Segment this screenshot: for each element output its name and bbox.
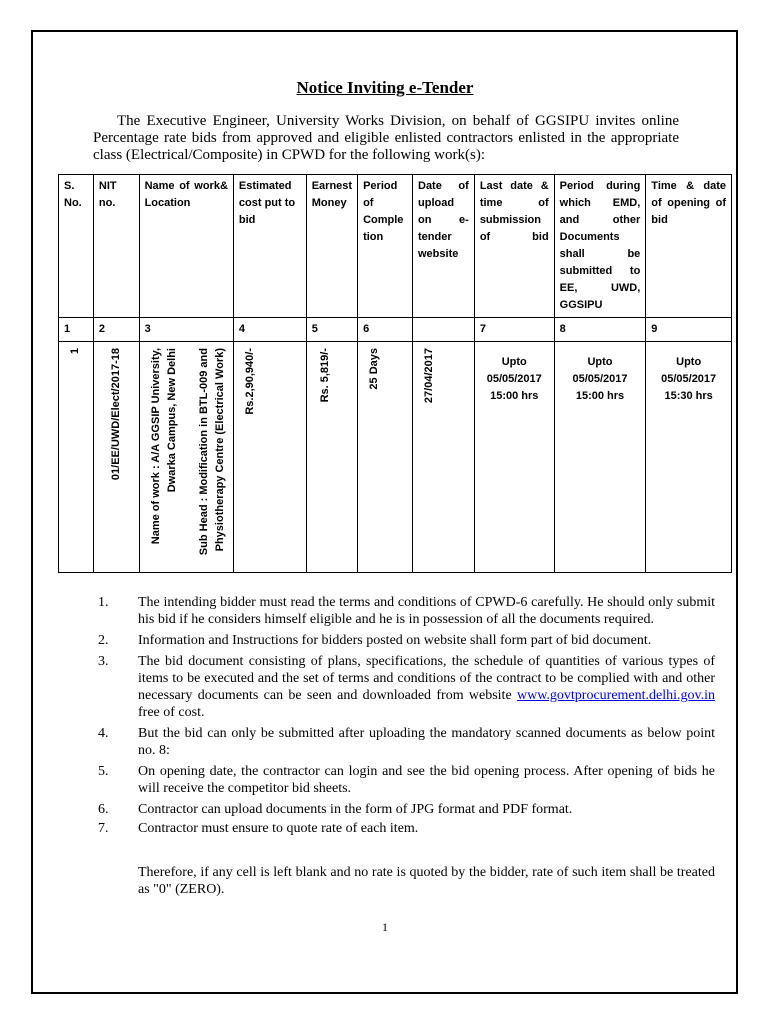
website-link[interactable]: www.govtprocurement.delhi.gov.in — [516, 688, 715, 703]
list-item — [93, 632, 715, 649]
cell-last-date — [474, 342, 554, 573]
list-item — [93, 820, 715, 837]
nit-value: 01/EE/UWD/Elect/2017-18 — [109, 348, 122, 481]
list-item — [93, 594, 715, 628]
col-number — [413, 318, 475, 342]
cell-cost — [233, 342, 306, 573]
item-text: On opening date, the contractor can login and see the bid opening process. After opening of bids he will receive the competitor bid sheets. — [138, 764, 715, 796]
item-number: 5. — [98, 764, 109, 779]
item-text: The intending bidder must read the terms and conditions of CPWD-6 carefully. He should only submit his bid if he considers himself eligible and he is in possession of all the documents required. — [138, 595, 715, 627]
col-number: 4 — [233, 318, 306, 342]
last-date-line: 05/05/2017 — [486, 373, 542, 385]
header-sno: S. No. — [59, 175, 94, 318]
header-emd-period: Period during which EMD, and other Documents shall be submitted to EE, UWD, GGSIPU — [554, 175, 646, 318]
col-number: 8 — [554, 318, 646, 342]
subhead-line-1: Sub Head : Modification in BTL-009 and — [197, 348, 210, 556]
list-item — [93, 725, 715, 759]
item-text: Contractor must ensure to quote rate of each item. — [138, 821, 419, 836]
list-item — [93, 763, 715, 797]
item-text: The bid document consisting of plans, specifications, the schedule of quantities of various types of items to be executed and the set of terms and conditions of the contract to be complied with and other necessary documents can be seen and downloaded from website — [138, 654, 715, 703]
page-title: Notice Inviting e-Tender — [296, 78, 474, 97]
tender-table — [58, 174, 732, 573]
cell-upload-date — [413, 342, 475, 573]
cell-sno — [59, 342, 94, 573]
cell-work — [139, 342, 233, 573]
cell-period — [358, 342, 413, 573]
header-nit: NIT no. — [93, 175, 139, 318]
conditions-list — [93, 594, 715, 841]
header-last-date: Last date & time of submission of bid — [474, 175, 554, 318]
cell-opening — [646, 342, 732, 573]
cell-nit — [93, 342, 139, 573]
item-text: Information and Instructions for bidders posted on website shall form part of bid document. — [138, 633, 652, 648]
work-line-1: Name of work : A/A GGSIP University, — [149, 348, 162, 545]
table-number-row — [59, 318, 732, 342]
header-work: Name of work& Location — [139, 175, 233, 318]
opening-line: Upto — [676, 356, 702, 368]
header-cost: Estimated cost put to bid — [233, 175, 306, 318]
last-date-line: 15:00 hrs — [490, 390, 539, 402]
upload-date-value: 27/04/2017 — [423, 348, 435, 404]
col-number: 1 — [59, 318, 94, 342]
emd-period-line: Upto — [587, 356, 613, 368]
header-upload-date: Date of upload on e-tender website — [413, 175, 475, 318]
work-line-2: Dwarka Campus, New Delhi — [165, 348, 178, 493]
subhead-line-2: Physiotherapy Centre (Electrical Work) — [213, 348, 226, 552]
emd-period-line: 15:00 hrs — [575, 390, 625, 402]
col-number: 2 — [93, 318, 139, 342]
header-period: Period of Comple tion — [358, 175, 413, 318]
emd-period-line: 05/05/2017 — [572, 373, 628, 385]
item-number: 6. — [98, 802, 109, 817]
table-header-row — [59, 175, 732, 318]
cell-emd-period — [554, 342, 646, 573]
col-number: 3 — [139, 318, 233, 342]
col-number: 6 — [358, 318, 413, 342]
period-value: 25 Days — [368, 348, 381, 390]
col-number: 5 — [306, 318, 357, 342]
emd-value: Rs. 5,819/- — [318, 348, 331, 403]
cost-value: Rs.2,90,940/- — [243, 348, 256, 415]
item-number: 1. — [98, 595, 109, 610]
item-text: But the bid can only be submitted after uploading the mandatory scanned documents as below point no. 8: — [138, 726, 715, 758]
cell-emd — [306, 342, 357, 573]
item-number: 7. — [98, 821, 109, 836]
table-row — [59, 342, 732, 573]
item-text: Contractor can upload documents in the form of JPG format and PDF format. — [138, 802, 573, 817]
list-item — [93, 801, 715, 818]
intro-paragraph: The Executive Engineer, University Works Division, on behalf of GGSIPU invites online Percentage rate bids from approved and eligible enlisted contractors enlisted in the appropriate class (Electrical/Composite) in CPWD for the following work(s): — [93, 113, 679, 163]
opening-line: 05/05/2017 — [661, 373, 717, 385]
col-number: 9 — [646, 318, 732, 342]
list-item — [93, 653, 715, 721]
note-paragraph: Therefore, if any cell is left blank and no rate is quoted by the bidder, rate of such item shall be treated as "0" (ZERO). — [138, 865, 715, 897]
last-date-line: Upto — [501, 356, 527, 368]
item-number: 2. — [98, 633, 109, 648]
header-emd: Earnest Money — [306, 175, 357, 318]
header-opening: Time & date of opening of bid — [646, 175, 732, 318]
col-number: 7 — [474, 318, 554, 342]
item-text-after: free of cost. — [138, 705, 205, 720]
item-number: 4. — [98, 726, 109, 741]
page-number: 1 — [382, 920, 388, 934]
opening-line: 15:30 hrs — [664, 390, 713, 402]
sno-value: 1 — [69, 348, 81, 355]
item-number: 3. — [98, 654, 109, 669]
